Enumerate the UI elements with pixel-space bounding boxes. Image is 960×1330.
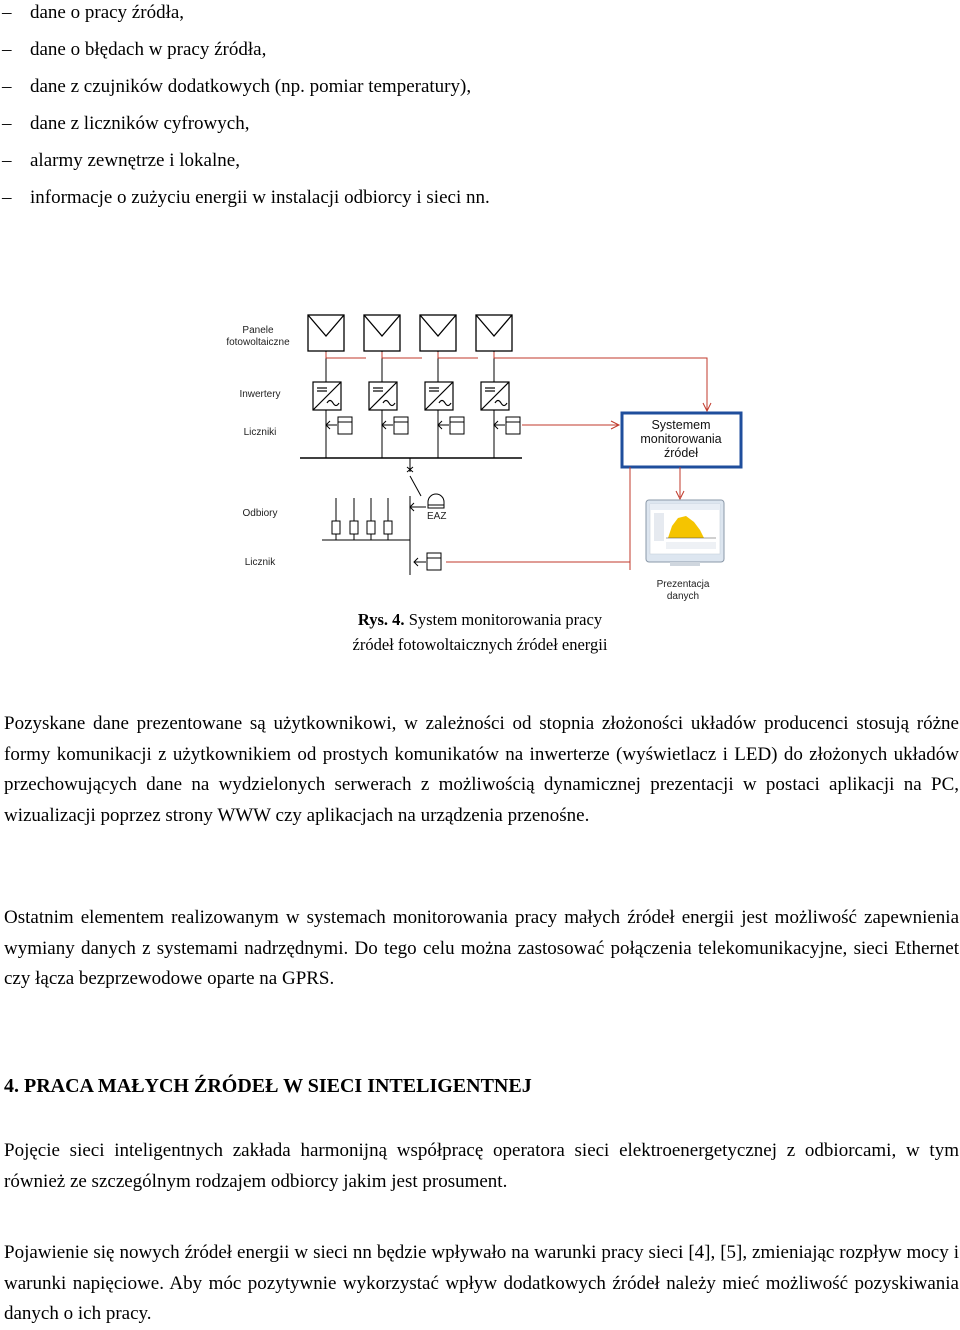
label-inverters: Inwertery: [239, 389, 281, 400]
bullet-text: alarmy zewnętrze i lokalne,: [30, 150, 240, 171]
label-meter: Licznik: [244, 557, 276, 568]
label-eaz: EAZ: [427, 511, 447, 522]
bullet-dash: –: [2, 76, 12, 97]
bullet-item: [0, 185, 490, 222]
monitoring-label-3: źródeł: [663, 446, 699, 460]
label-presentation-2: danych: [666, 591, 700, 602]
bullet-dash: –: [2, 2, 12, 23]
fuse-icon: [350, 521, 358, 534]
caption-text: System monitorowania pracy: [404, 610, 603, 629]
bullet-item: [0, 111, 490, 148]
bullet-text: dane z liczników cyfrowych,: [30, 113, 250, 134]
bullet-item: [0, 74, 490, 111]
pv-panel-icon: [364, 315, 400, 351]
label-meters: Liczniki: [243, 427, 277, 438]
fuse-icon: [384, 521, 392, 534]
monitor-screen-icon: [646, 500, 724, 566]
section-heading: 4. PRACA MAŁYCH ŹRÓDEŁ W SIECI INTELIGENTNEJ: [4, 1075, 532, 1097]
switch-icon: [410, 476, 421, 496]
label-loads: Odbiory: [242, 508, 278, 519]
inverter-icon: [425, 382, 453, 410]
label-panels-2: fotowoltaiczne: [226, 337, 290, 348]
inverter-icon: [313, 382, 341, 410]
meter-icon: [438, 417, 464, 434]
monitoring-label-1: Systemem: [651, 418, 711, 432]
paragraph: Pojęcie sieci inteligentnych zakłada harmonijną współpracę operatora sieci elektroenergetycznej z odbiorcami, w tym również ze szczególnym rodzajem odbiorcy jakim jest prosument.: [4, 1140, 959, 1192]
monitoring-label-2: monitorowania: [640, 432, 722, 446]
figure-caption: [300, 607, 660, 657]
label-panels-1: Panele: [242, 325, 274, 336]
pv-panel-icon: [308, 315, 344, 351]
paragraph: Pojawienie się nowych źródeł energii w sieci nn będzie wpływało na warunki pracy sieci [4], [5], zmieniając rozpływ mocy i warunki napięciowe. Aby móc pozytywnie wykorzystać wpływ dodatkowych źródeł należy mieć możliwość pozyskiwania danych o ich pracy.: [4, 1242, 959, 1324]
meter-icon: [494, 417, 520, 434]
pv-panel-icon: [420, 315, 456, 351]
bullet-dash: –: [2, 113, 12, 134]
pv-panel-icon: [476, 315, 512, 351]
bullet-dash: –: [2, 150, 12, 171]
bullet-dash: –: [2, 39, 12, 60]
paragraph: Pozyskane dane prezentowane są użytkownikowi, w zależności od stopnia złożoności układów producenci stosują różne formy komunikacji z użytkownikiem od prostych komunikatów na inwerterze (wyświetlacz i LED) do złożonych układów przechowujących dane na wydzielonych serwerach z możliwością dynamicznej prezentacji w postaci aplikacji na PC, wizualizacji poprzez strony WWW czy aplikacjach na urządzenia przenośne.: [4, 713, 959, 826]
bullet-list: [0, 0, 490, 222]
fuse-icon: [367, 521, 375, 534]
main-meter-icon: [414, 553, 441, 570]
bullet-text: dane o pracy źródła,: [30, 2, 185, 23]
bullet-text: dane o błędach w pracy źródła,: [30, 39, 267, 60]
meter-icon: [382, 417, 408, 434]
bullet-text: dane z czujników dodatkowych (np. pomiar temperatury),: [30, 76, 472, 97]
fuse-icon: [332, 521, 340, 534]
bullet-item: [0, 148, 490, 185]
inverter-icon: [481, 382, 509, 410]
label-presentation-1: Prezentacja: [656, 579, 710, 590]
inverter-icon: [369, 382, 397, 410]
bullet-item: [0, 0, 490, 37]
pv-monitoring-diagram: [0, 300, 960, 660]
meter-icon: [326, 417, 352, 434]
caption-line2: źródeł fotowoltaicznych źródeł energii: [352, 635, 608, 654]
paragraph: Ostatnim elementem realizowanym w systemach monitorowania pracy małych źródeł energii jest możliwość zapewnienia wymiany danych z systemami nadrzędnymi. Do tego celu można zastosować połączenia telekomunikacyjne, sieci Ethernet czy łącza bezprzewodowe oparte na GPRS.: [4, 907, 959, 989]
bullet-dash: –: [2, 187, 12, 208]
caption-label: Rys. 4.: [357, 610, 405, 629]
bullet-item: [0, 37, 490, 74]
bullet-text: informacje o zużyciu energii w instalacji odbiorcy i sieci nn.: [30, 187, 490, 208]
eaz-icon: [410, 494, 444, 511]
